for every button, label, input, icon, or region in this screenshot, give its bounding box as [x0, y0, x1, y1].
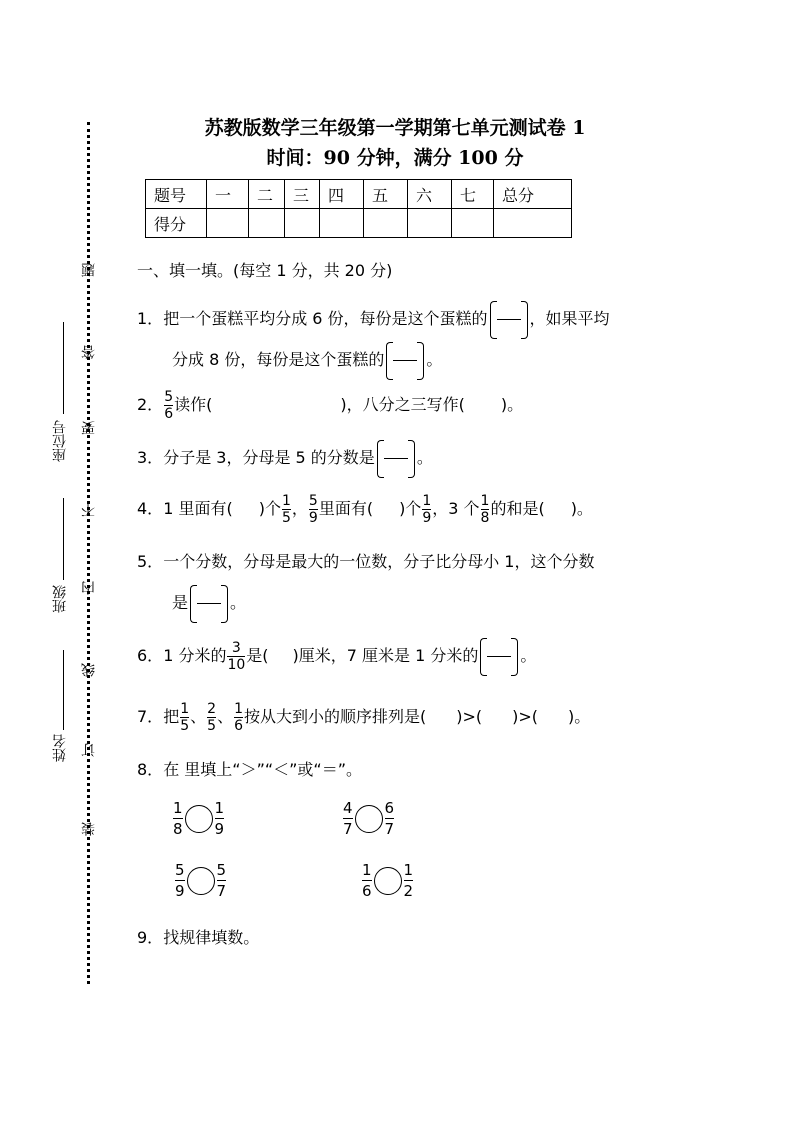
question-text: )>( — [456, 707, 483, 726]
fraction: $\frac{1}{8}$ — [480, 493, 490, 526]
question-7 — [137, 697, 590, 737]
question-text: ，3 个 — [432, 499, 480, 518]
question-text: 把 — [163, 707, 180, 726]
question-number: 1． — [137, 309, 164, 328]
question-number: 2． — [137, 395, 164, 414]
score-value-row — [146, 209, 572, 238]
question-1-cont — [172, 340, 442, 380]
question-4 — [137, 489, 593, 529]
question-text: 1 里面有( — [163, 499, 233, 518]
fraction-answer-box[interactable] — [377, 440, 415, 478]
compare-circle[interactable] — [374, 867, 402, 895]
binding-dotted-line — [87, 122, 90, 984]
fraction-answer-box[interactable] — [480, 638, 518, 676]
question-text: 是( — [246, 646, 269, 665]
score-header-cell: 五 — [364, 180, 408, 209]
question-text: 。 — [520, 646, 537, 665]
score-header-row — [146, 180, 572, 209]
question-2 — [137, 385, 523, 425]
question-number: 5． — [137, 552, 164, 571]
fraction: $\frac{1}{9}$ — [422, 493, 432, 526]
question-text: ， — [291, 499, 308, 518]
question-text: )。 — [570, 499, 593, 518]
question-text: 把一个蛋糕平均分成 6 份，每份是这个蛋糕的 — [163, 309, 488, 328]
question-text: )>( — [512, 707, 539, 726]
score-cell[interactable] — [207, 209, 249, 238]
question-number: 4． — [137, 499, 164, 518]
fraction: $\frac{1}{5}$ — [281, 493, 291, 526]
section-heading: 一、填一填。(每空 1 分，共 20 分) — [137, 261, 393, 280]
question-text: )个 — [399, 499, 422, 518]
class-label: 班级 — [52, 585, 68, 613]
notice-char: 不 — [81, 503, 97, 517]
fraction: $\frac{2}{5}$ — [207, 701, 217, 734]
compare-item — [172, 798, 225, 839]
fraction: $\frac{5}{9}$ — [308, 493, 318, 526]
question-text: 分成 8 份，每份是这个蛋糕的 — [172, 350, 385, 369]
notice-char: 题 — [81, 263, 97, 277]
name-underline — [63, 650, 64, 730]
compare-item — [342, 798, 395, 839]
score-table — [145, 179, 572, 238]
question-text: )，八分之三写作( — [340, 395, 465, 414]
fraction: $\frac{5}{7}$ — [216, 861, 227, 900]
score-header-cell: 六 — [408, 180, 452, 209]
seat-label: 座位号 — [52, 420, 68, 462]
class-underline — [63, 498, 64, 580]
fraction: $\frac{5}{6}$ — [164, 389, 174, 422]
fraction-answer-box[interactable] — [190, 585, 228, 623]
compare-circle[interactable] — [185, 805, 213, 833]
score-cell[interactable] — [452, 209, 494, 238]
question-5 — [137, 551, 594, 573]
notice-char: 答 — [81, 345, 97, 359]
score-header-cell: 二 — [249, 180, 285, 209]
question-text: 1 分米的 — [163, 646, 227, 665]
question-text: 是 — [172, 593, 189, 612]
score-cell[interactable] — [408, 209, 452, 238]
question-3 — [137, 438, 433, 478]
notice-char: 线 — [81, 663, 97, 677]
question-text: 。 — [416, 448, 433, 467]
question-text: )个 — [258, 499, 281, 518]
fraction: $\frac{1}{6}$ — [362, 861, 372, 900]
question-text: 按从大到小的顺序排列是( — [244, 707, 427, 726]
question-text: )厘米，7 厘米是 1 分米的 — [292, 646, 479, 665]
fraction: $\frac{6}{7}$ — [384, 799, 395, 838]
score-header-cell: 题号 — [146, 180, 207, 209]
notice-char: 装 — [81, 822, 97, 836]
fraction: $\frac{5}{9}$ — [175, 861, 185, 900]
compare-item — [174, 860, 227, 901]
score-cell[interactable] — [364, 209, 408, 238]
score-cell[interactable] — [285, 209, 320, 238]
question-number: 3． — [137, 448, 164, 467]
fraction: $\frac{1}{6}$ — [234, 701, 243, 734]
exam-subtitle: 时间：90 分钟，满分 100 分 — [266, 147, 524, 169]
score-cell[interactable] — [494, 209, 572, 238]
question-6 — [137, 636, 536, 676]
exam-title: 苏教版数学三年级第一学期第七单元测试卷 1 — [204, 117, 586, 139]
question-number: 9． — [137, 928, 164, 947]
question-text: 一个分数，分母是最大的一位数，分子比分母小 1，这个分数 — [163, 552, 595, 571]
notice-char: 内 — [81, 581, 97, 595]
question-9 — [137, 927, 259, 949]
question-text: 里面有( — [318, 499, 374, 518]
question-1 — [137, 299, 610, 339]
question-text: 读作( — [174, 395, 213, 414]
fraction-answer-box[interactable] — [386, 342, 424, 380]
score-cell[interactable] — [249, 209, 285, 238]
question-number: 6． — [137, 646, 164, 665]
question-5-cont — [172, 583, 246, 623]
question-text: 的和是( — [490, 499, 545, 518]
compare-circle[interactable] — [355, 805, 383, 833]
question-text: 在 里填上“＞”“＜”或“＝”。 — [163, 760, 363, 779]
question-8 — [137, 759, 362, 781]
fraction: $\frac{3}{10}$ — [227, 640, 246, 673]
seat-underline — [63, 322, 64, 414]
fraction: $\frac{4}{7}$ — [343, 799, 353, 838]
score-header-cell: 一 — [207, 180, 249, 209]
name-label: 姓名 — [52, 734, 68, 762]
notice-char: 订 — [81, 743, 97, 757]
score-header-cell: 四 — [320, 180, 364, 209]
score-header-cell: 三 — [285, 180, 320, 209]
compare-circle[interactable] — [187, 867, 215, 895]
compare-item — [361, 860, 414, 901]
question-text: 、 — [217, 707, 234, 726]
question-text: )。 — [568, 707, 591, 726]
question-text: 找规律填数。 — [163, 928, 260, 947]
fraction: $\frac{1}{2}$ — [403, 861, 414, 900]
fraction: $\frac{1}{9}$ — [214, 799, 225, 838]
question-text: )。 — [500, 395, 524, 414]
score-cell[interactable] — [320, 209, 364, 238]
score-row-label: 得分 — [146, 209, 207, 238]
notice-char: 要 — [81, 421, 97, 435]
fraction-answer-box[interactable] — [490, 301, 528, 339]
question-text: 。 — [230, 593, 247, 612]
question-text: 。 — [426, 350, 443, 369]
question-number: 7． — [137, 707, 164, 726]
question-text: ，如果平均 — [529, 309, 610, 328]
question-text: 、 — [190, 707, 207, 726]
fraction: $\frac{1}{8}$ — [173, 799, 183, 838]
question-text: 分子是 3，分母是 5 的分数是 — [163, 448, 375, 467]
score-header-cell: 七 — [452, 180, 494, 209]
fraction: $\frac{1}{5}$ — [180, 701, 190, 734]
score-header-cell: 总分 — [494, 180, 572, 209]
question-number: 8． — [137, 760, 164, 779]
